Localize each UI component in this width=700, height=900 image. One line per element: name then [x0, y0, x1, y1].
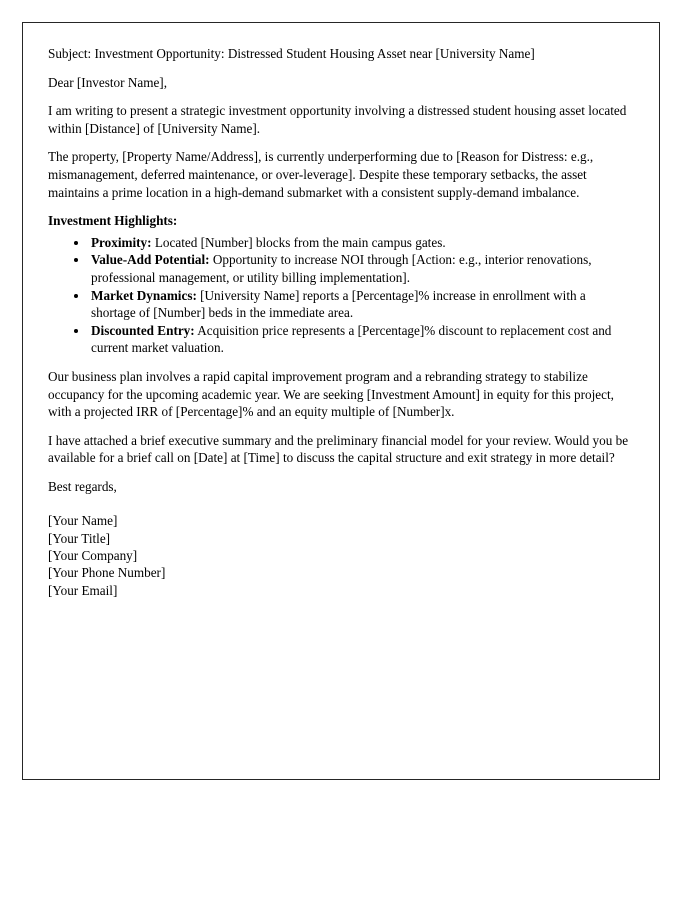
highlight-lead: Value-Add Potential: — [91, 252, 210, 268]
list-item — [89, 322, 631, 357]
highlight-lead: Market Dynamics: — [91, 287, 197, 303]
highlight-lead: Discounted Entry: — [91, 322, 195, 338]
list-item — [89, 287, 631, 322]
highlight-text: Opportunity to increase NOI through [Action: e.g., interior renovations, professional management, or utility billing implementation]. — [91, 252, 592, 285]
list-item — [89, 234, 631, 252]
investment-highlights-list — [48, 234, 631, 357]
paragraph-business-plan: Our business plan involves a rapid capital improvement program and a rebranding strategy to stabilize occupancy for the upcoming academic year. We are seeking [Investment Amount] in equity for this project, with a projected IRR of [Percentage]% and an equity multiple of [Number]x. — [48, 368, 614, 420]
highlight-text: [University Name] reports a [Percentage]% increase in enrollment with a shortage of [Number] beds in the immediate area. — [91, 287, 586, 321]
paragraph-intro: I am writing to present a strategic investment opportunity involving a distressed student housing asset located within [Distance] of [University Name]. — [48, 103, 627, 136]
signature-company: [Your Company] — [48, 548, 138, 564]
signature-block — [48, 512, 631, 598]
list-item — [89, 251, 631, 286]
document-page — [22, 22, 660, 780]
letter-body — [23, 23, 659, 599]
signoff: Best regards, — [48, 478, 117, 494]
subject-line: Subject: Investment Opportunity: Distressed Student Housing Asset near [University Name] — [48, 46, 535, 61]
highlight-text: Located [Number] blocks from the main campus gates. — [151, 234, 446, 250]
signature-name: [Your Name] — [48, 513, 118, 529]
signature-email: [Your Email] — [48, 582, 118, 598]
paragraph-property: The property, [Property Name/Address], is currently underperforming due to [Reason for Distress: e.g., mismanagement, deferred maintenance, or over-leverage]. Despite these temporary setbacks, the asset maintains a prime location in a high-demand submarket with a consistent supply-demand imbalance. — [48, 149, 594, 200]
investment-highlights-heading: Investment Highlights: — [48, 213, 178, 229]
highlight-lead: Proximity: — [91, 234, 152, 250]
highlight-text: Acquisition price represents a [Percentage]% discount to replacement cost and current market valuation. — [91, 322, 612, 356]
signature-title: [Your Title] — [48, 530, 111, 546]
paragraph-closing-request: I have attached a brief executive summary and the preliminary financial model for your review. Would you be available for a brief call on [Date] at [Time] to discuss the capital structure and exit strategy in more detail? — [48, 432, 629, 466]
signature-phone: [Your Phone Number] — [48, 565, 166, 581]
salutation: Dear [Investor Name], — [48, 74, 167, 90]
